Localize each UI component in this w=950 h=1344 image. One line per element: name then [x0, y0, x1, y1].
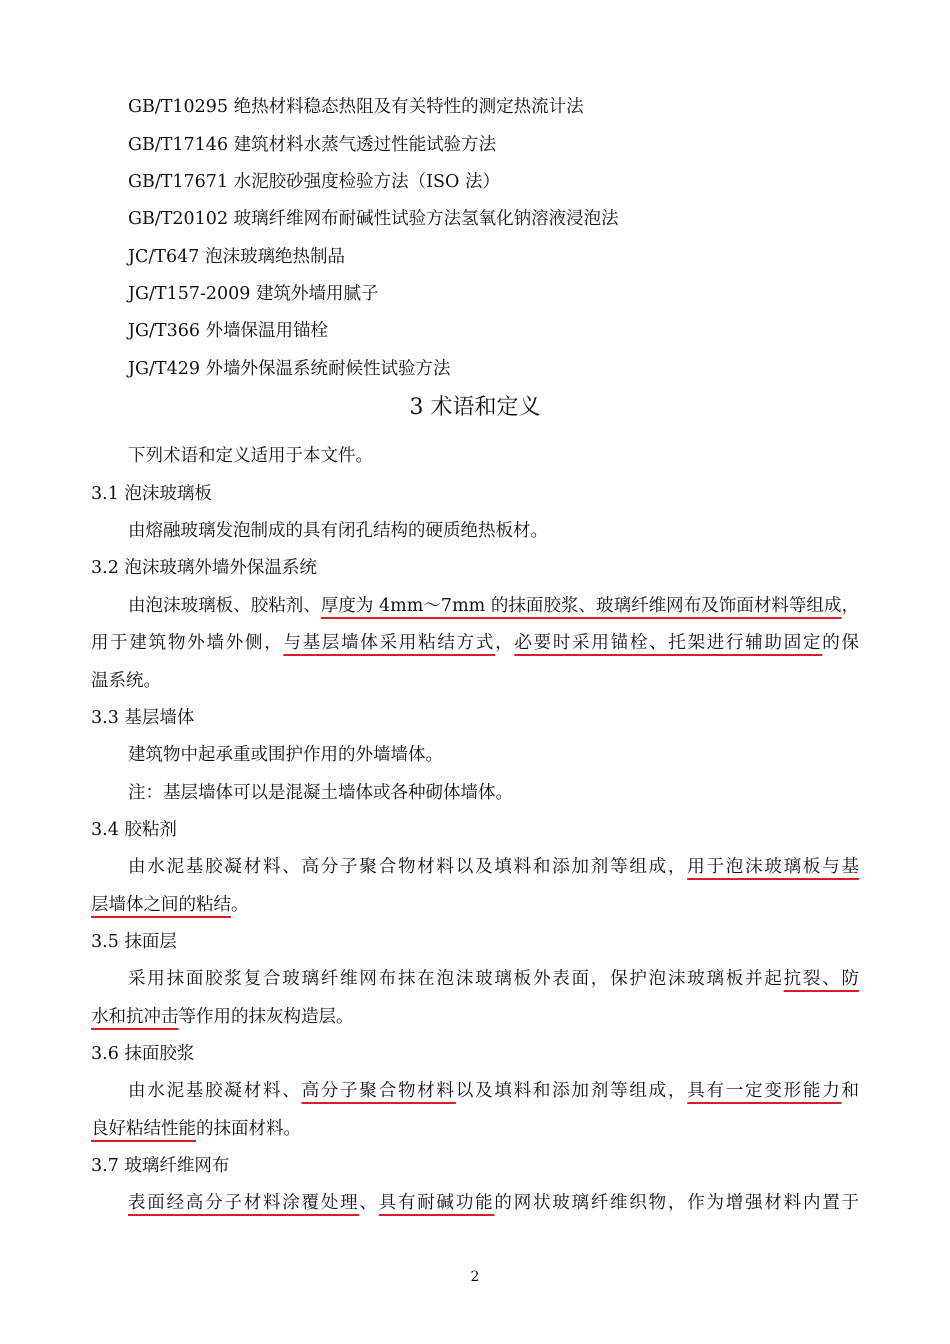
highlight-underline: 具有一定变形能力: [687, 1081, 842, 1101]
term-title: 3.5 抹面层: [91, 932, 177, 952]
page-number: 2: [470, 1269, 480, 1285]
highlight-underline: 水和抗冲击: [91, 1007, 179, 1027]
reference-line: JC/T647 泡沫玻璃绝热制品: [128, 247, 345, 267]
term-title: 3.6 抹面胶浆: [91, 1044, 195, 1064]
reference-line: JG/T366 外墙保温用锚栓: [128, 321, 329, 341]
highlight-underline: 必要时采用锚栓、托架进行辅助固定: [514, 633, 823, 653]
highlight-underline: 表面经高分子材料涂覆处理: [128, 1193, 360, 1213]
reference-line: JG/T429 外墙外保温系统耐候性试验方法: [128, 359, 451, 379]
term-title: 3.4 胶粘剂: [91, 820, 177, 840]
highlight-underline: 厚度为 4mm～7mm 的抹面胶浆、玻璃纤维网布及饰面材料等组成: [320, 596, 842, 616]
reference-line: GB/T10295 绝热材料稳态热阻及有关特性的测定热流计法: [128, 97, 584, 117]
term-definition-line: 层墙体之间的粘结。: [91, 895, 249, 915]
term-definition-line: 用于建筑物外墙外侧，与基层墙体采用粘结方式，必要时采用锚栓、托架进行辅助固定的保: [91, 633, 860, 653]
term-definition: 由熔融玻璃发泡制成的具有闭孔结构的硬质绝热板材。: [128, 521, 548, 541]
term-definition-line: 由水泥基胶凝材料、高分子聚合物材料以及填料和添加剂等组成，具有一定变形能力和: [128, 1081, 860, 1101]
reference-line: GB/T17146 建筑材料水蒸气透过性能试验方法: [128, 135, 497, 155]
highlight-underline: 抗裂、防: [783, 969, 860, 989]
reference-line: GB/T17671 水泥胶砂强度检验方法（ISO 法）: [128, 172, 500, 192]
term-definition-line: 由泡沫玻璃板、胶粘剂、厚度为 4mm～7mm 的抹面胶浆、玻璃纤维网布及饰面材料等组成，: [128, 596, 859, 616]
highlight-underline: 与基层墙体采用粘结方式: [283, 633, 496, 653]
term-definition: 建筑物中起承重或围护作用的外墙墙体。: [128, 745, 443, 765]
highlight-underline: 高分子聚合物材料: [301, 1081, 456, 1101]
term-note: 注：基层墙体可以是混凝土墙体或各种砌体墙体。: [128, 783, 513, 803]
section-title: 3 术语和定义: [409, 395, 541, 420]
term-title: 3.7 玻璃纤维网布: [91, 1156, 230, 1176]
term-definition-line: 良好粘结性能的抹面材料。: [91, 1119, 301, 1139]
reference-line: GB/T20102 玻璃纤维网布耐碱性试验方法氢氧化钠溶液浸泡法: [128, 209, 619, 229]
term-title: 3.2 泡沫玻璃外墙外保温系统: [91, 558, 317, 578]
term-definition-line: 水和抗冲击等作用的抹灰构造层。: [91, 1007, 354, 1027]
highlight-underline: 层墙体之间的粘结: [91, 895, 231, 915]
highlight-underline: 良好粘结性能: [91, 1119, 196, 1139]
section-intro: 下列术语和定义适用于本文件。: [128, 446, 373, 466]
reference-line: JG/T157-2009 建筑外墙用腻子: [128, 284, 379, 304]
highlight-underline: 用于泡沫玻璃板与基: [687, 857, 860, 877]
term-definition-line: 表面经高分子材料涂覆处理、具有耐碱功能的网状玻璃纤维织物，作为增强材料内置于: [128, 1193, 860, 1213]
term-definition-line: 由水泥基胶凝材料、高分子聚合物材料以及填料和添加剂等组成，用于泡沫玻璃板与基: [128, 857, 860, 877]
term-definition-line: 采用抹面胶浆复合玻璃纤维网布抹在泡沫玻璃板外表面，保护泡沫玻璃板并起抗裂、防: [128, 969, 860, 989]
term-title: 3.3 基层墙体: [91, 708, 195, 728]
highlight-underline: 具有耐碱功能: [378, 1193, 495, 1213]
term-title: 3.1 泡沫玻璃板: [91, 484, 212, 504]
term-definition-line: 温系统。: [91, 671, 161, 691]
